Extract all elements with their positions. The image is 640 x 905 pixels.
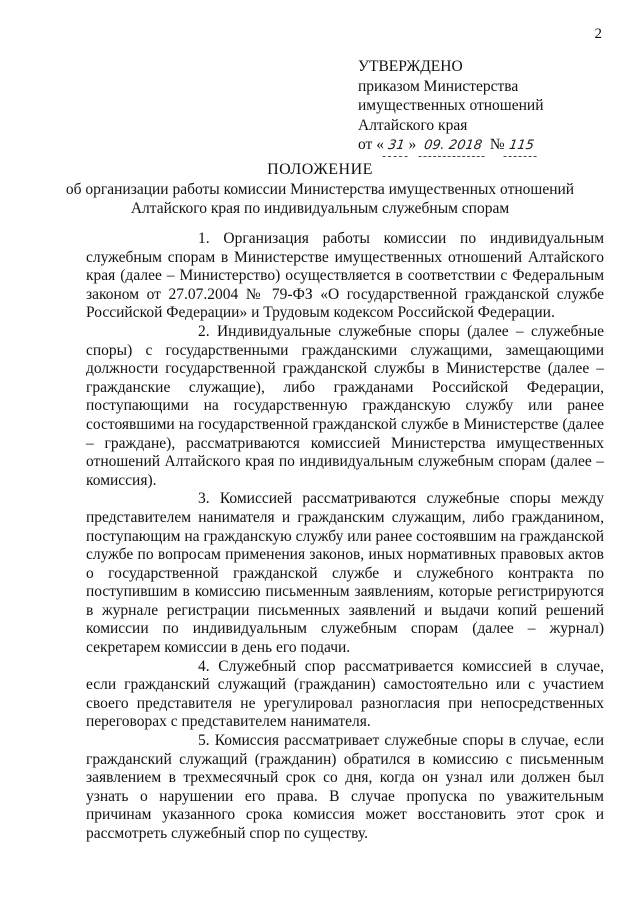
paragraph-1 [86, 230, 604, 323]
page-number: 2 [594, 26, 602, 42]
date-prefix: от « [358, 136, 384, 153]
approval-line-1: приказом Министерства [358, 77, 519, 95]
document-subtitle-line-2: Алтайского края по индивидуальным служебным спорам [130, 200, 510, 217]
approval-heading: УТВЕРЖДЕНО [358, 58, 463, 75]
approval-line-2: имущественных отношений [358, 97, 544, 114]
document-subtitle-line-1: об организации работы комиссии Министерства имущественных отношений [65, 180, 575, 198]
number-sign: № [489, 136, 505, 153]
paragraph-number: 1. [198, 230, 210, 247]
handwritten-order-number: 115 [503, 136, 539, 157]
paragraph-text: Комиссией рассматриваются служебные споры между представителем нанимателя и гражданским служащим, либо гражданином, поступающим на гражданскую службу или ранее состоявшим на гражданской службе по вопросам применения законов, иных нормативных правовых актов о государственной гражданской службе и служебного контракта по поступившим в комиссию письменным заявлениям, которые регистрируются в журнале регистрации письменных заявлений и выдачи копий решений комиссии по индивидуальным служебным спорам (далее – журнал) секретарем комиссии в день его подачи. [86, 490, 605, 657]
document-body [86, 230, 604, 844]
approval-line-3: Алтайского края [358, 116, 468, 134]
handwritten-month-year: 09. 2018 [419, 136, 488, 157]
paragraph-4 [86, 658, 604, 732]
approval-stamp [358, 57, 608, 157]
handwritten-day: 31 [383, 136, 410, 157]
paragraph-5 [86, 732, 604, 844]
paragraph-text: Комиссия рассматривает служебные споры в случае, если гражданский служащий (гражданин) обратился в комиссию с письменным заявлением в трехмесячный срок со дня, когда он узнал или должен был узнать о нарушении его права. В случае пропуска по уважительным причинам указанного срока комиссия может восстановить этот срок и рассмотреть служебный спор по существу. [86, 732, 604, 842]
paragraph-number: 4. [198, 657, 210, 675]
paragraph-text: Индивидуальные служебные споры (далее – служебные споры) с государственными гражданскими служащими, замещающими должности государственной гражданской службы в Министерстве (далее – гражданские служащие), либо гражданами Российской Федерации, поступающими на государственную гражданскую службу или ранее состоявшими на государственной гражданской службе в Министерстве (далее – граждане), рассматриваются комиссией Министерства имущественных отношений Алтайского края по индивидуальным служебным спорам (далее – комиссия). [86, 322, 605, 489]
document-title-block [40, 160, 600, 219]
paragraph-number: 3. [198, 490, 210, 508]
paragraph-text: Служебный спор рассматривается комиссией в случае, если гражданский служащий (гражданин) самостоятельно или с участием своего представителя не урегулировал разногласия при непосредственных переговорах с представителем нанимателя. [86, 657, 604, 731]
paragraph-number: 2. [198, 322, 210, 340]
approval-date-line [358, 135, 608, 157]
paragraph-2 [86, 323, 604, 490]
paragraph-number: 5. [198, 732, 210, 750]
paragraph-3 [86, 490, 604, 657]
paragraph-text: Организация работы комиссии по индивидуальным служебным спорам в Министерстве имущественных отношений Алтайского края (далее – Министерство) осуществляется в соответствии с Федеральным законом от 27.07.2004 № 79-ФЗ «О государственной гражданской службе Российской Федерации» и Трудовым кодексом Российской Федерации. [86, 230, 605, 322]
date-mid: » [408, 136, 417, 153]
document-title: ПОЛОЖЕНИЕ [267, 161, 373, 178]
